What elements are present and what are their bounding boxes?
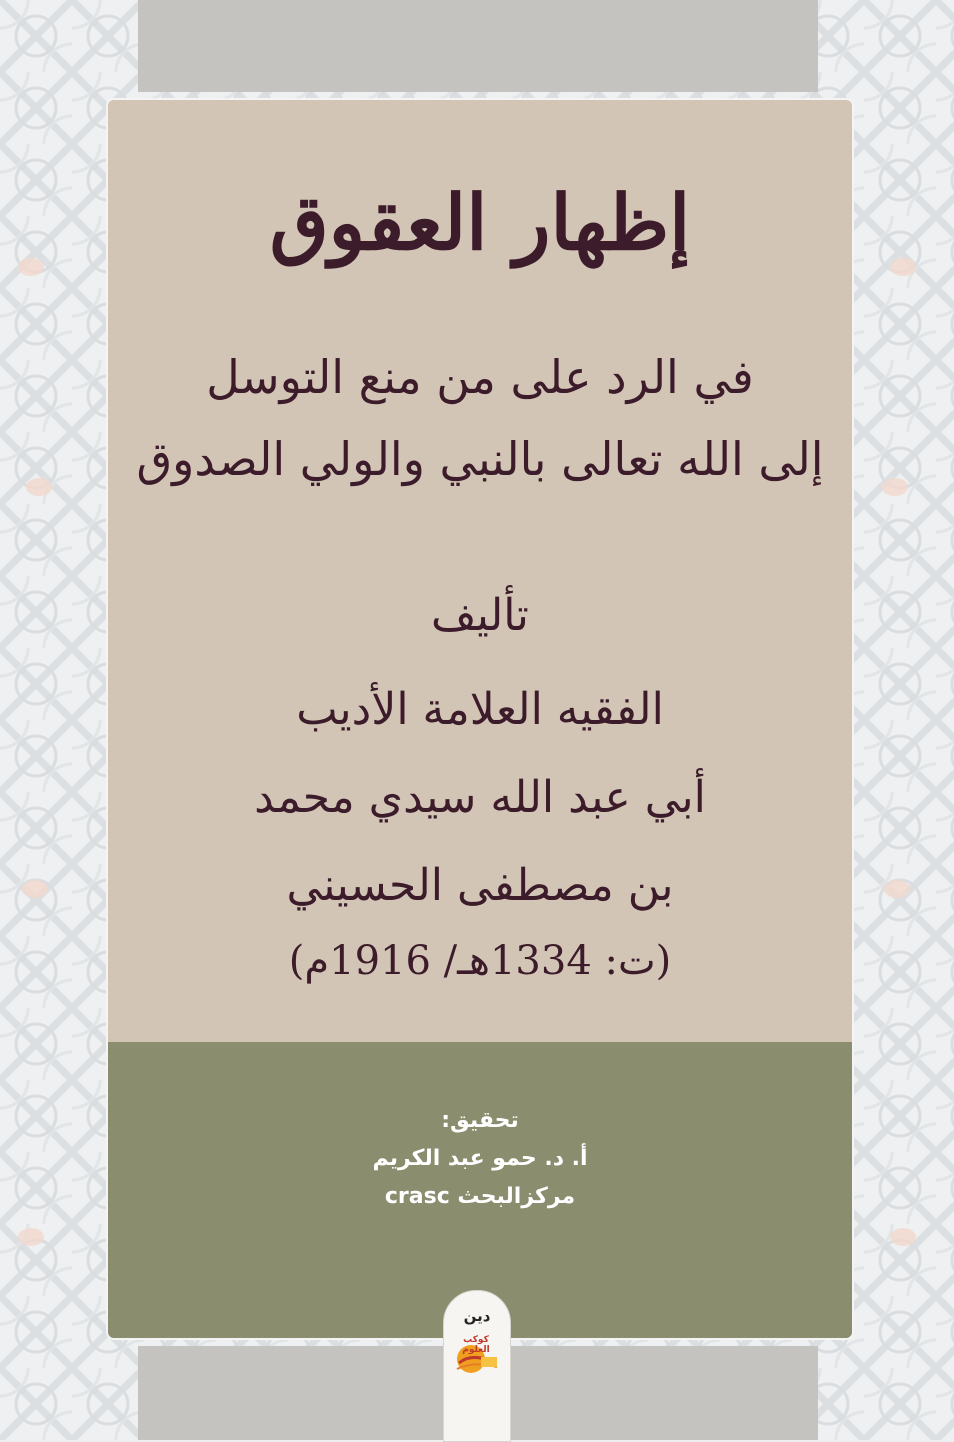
pattern-accent bbox=[884, 880, 910, 898]
editor-name: أ. د. حمو عبد الكريم bbox=[372, 1146, 588, 1171]
author-death-dates: (ت: 1334هـ/ 1916م) bbox=[288, 938, 672, 984]
research-center: مركزالبحث crasc bbox=[384, 1184, 576, 1209]
authorship-label: تأليف bbox=[431, 590, 529, 641]
series-category: دين bbox=[463, 1307, 491, 1325]
editing-label: تحقيق: bbox=[441, 1108, 519, 1133]
cover-card bbox=[108, 100, 852, 1338]
top-band bbox=[138, 0, 818, 92]
pattern-accent bbox=[22, 880, 48, 898]
pattern-accent bbox=[882, 478, 908, 496]
pattern-accent bbox=[26, 478, 52, 496]
author-line-1: الفقيه العلامة الأديب bbox=[296, 684, 664, 735]
pattern-accent bbox=[890, 258, 916, 276]
pattern-accent bbox=[18, 258, 44, 276]
series-badge bbox=[443, 1290, 511, 1442]
pattern-accent bbox=[18, 1228, 44, 1246]
book-subtitle-line-2: إلى الله تعالى بالنبي والولي الصدوق bbox=[136, 432, 824, 486]
author-line-2: أبي عبد الله سيدي محمد bbox=[254, 772, 706, 823]
pattern-accent bbox=[890, 1228, 916, 1246]
publisher-logo-text: كوكب العلوم bbox=[462, 1335, 490, 1355]
author-line-3: بن مصطفى الحسيني bbox=[286, 860, 674, 911]
book-subtitle-line-1: في الرد على من منع التوسل bbox=[206, 350, 754, 404]
book-title: إظهار العقوق bbox=[269, 178, 691, 267]
